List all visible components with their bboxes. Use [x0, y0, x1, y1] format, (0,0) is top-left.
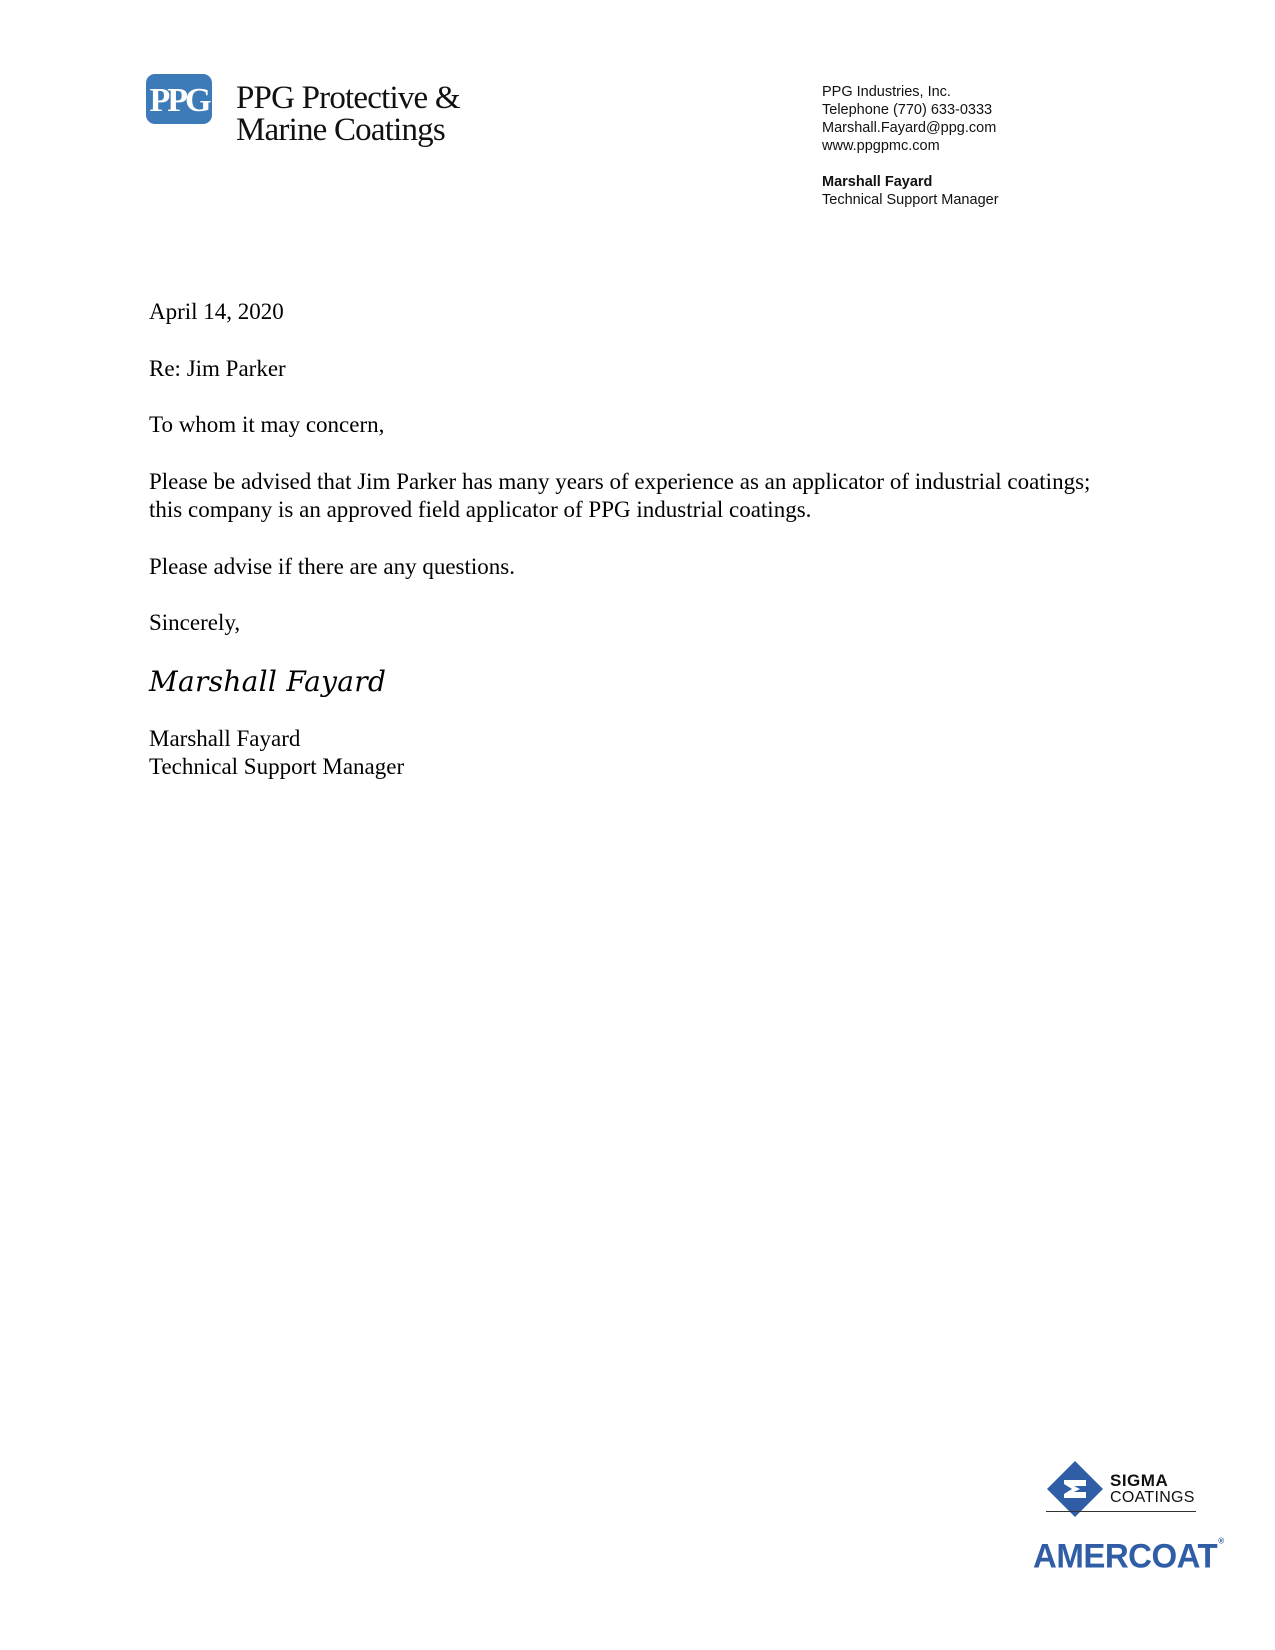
- signature: Marshall Fayard: [149, 664, 387, 698]
- sigma-divider: [1046, 1511, 1196, 1512]
- amercoat-logo: [1033, 1536, 1224, 1576]
- brand-line-1: PPG Protective &: [236, 80, 460, 116]
- letter-salutation: To whom it may concern,: [149, 412, 385, 437]
- email: Marshall.Fayard@ppg.com: [822, 120, 997, 136]
- ppg-logo-mark: [146, 74, 212, 124]
- contact-name: Marshall Fayard: [822, 174, 933, 190]
- sigma-coatings-logo: [1046, 1460, 1195, 1518]
- letter-body: [149, 298, 1109, 782]
- signer-name: Marshall Fayard: [149, 725, 301, 751]
- company-name: PPG Industries, Inc.: [822, 84, 951, 100]
- coatings-label: COATINGS: [1110, 1489, 1195, 1506]
- svg-text:PPG: PPG: [149, 82, 209, 119]
- sigma-label: SIGMA: [1110, 1471, 1169, 1490]
- sigma-diamond-icon: [1046, 1460, 1104, 1518]
- contact-block: [822, 83, 999, 209]
- brand-name: [236, 82, 460, 146]
- letter-date: April 14, 2020: [149, 299, 284, 324]
- letter-re: Re: Jim Parker: [149, 355, 286, 381]
- letter-closing-request: Please advise if there are any questions.: [149, 553, 515, 579]
- registered-mark: ®: [1218, 1536, 1224, 1546]
- ppg-logo: [146, 74, 460, 146]
- telephone: Telephone (770) 633-0333: [822, 102, 993, 118]
- signer-title: Technical Support Manager: [149, 754, 405, 779]
- contact-title: Technical Support Manager: [822, 192, 999, 208]
- brand-line-2: Marine Coatings: [236, 112, 445, 148]
- amercoat-label: AMERCOAT: [1033, 1536, 1218, 1575]
- letter-paragraph: Please be advised that Jim Parker has many years of experience as an applicator of industrial coatings; this company is an approved field applicator of PPG industrial coatings.: [149, 468, 1091, 522]
- letter-closing: Sincerely,: [149, 610, 241, 635]
- website: www.ppgpmc.com: [822, 138, 940, 154]
